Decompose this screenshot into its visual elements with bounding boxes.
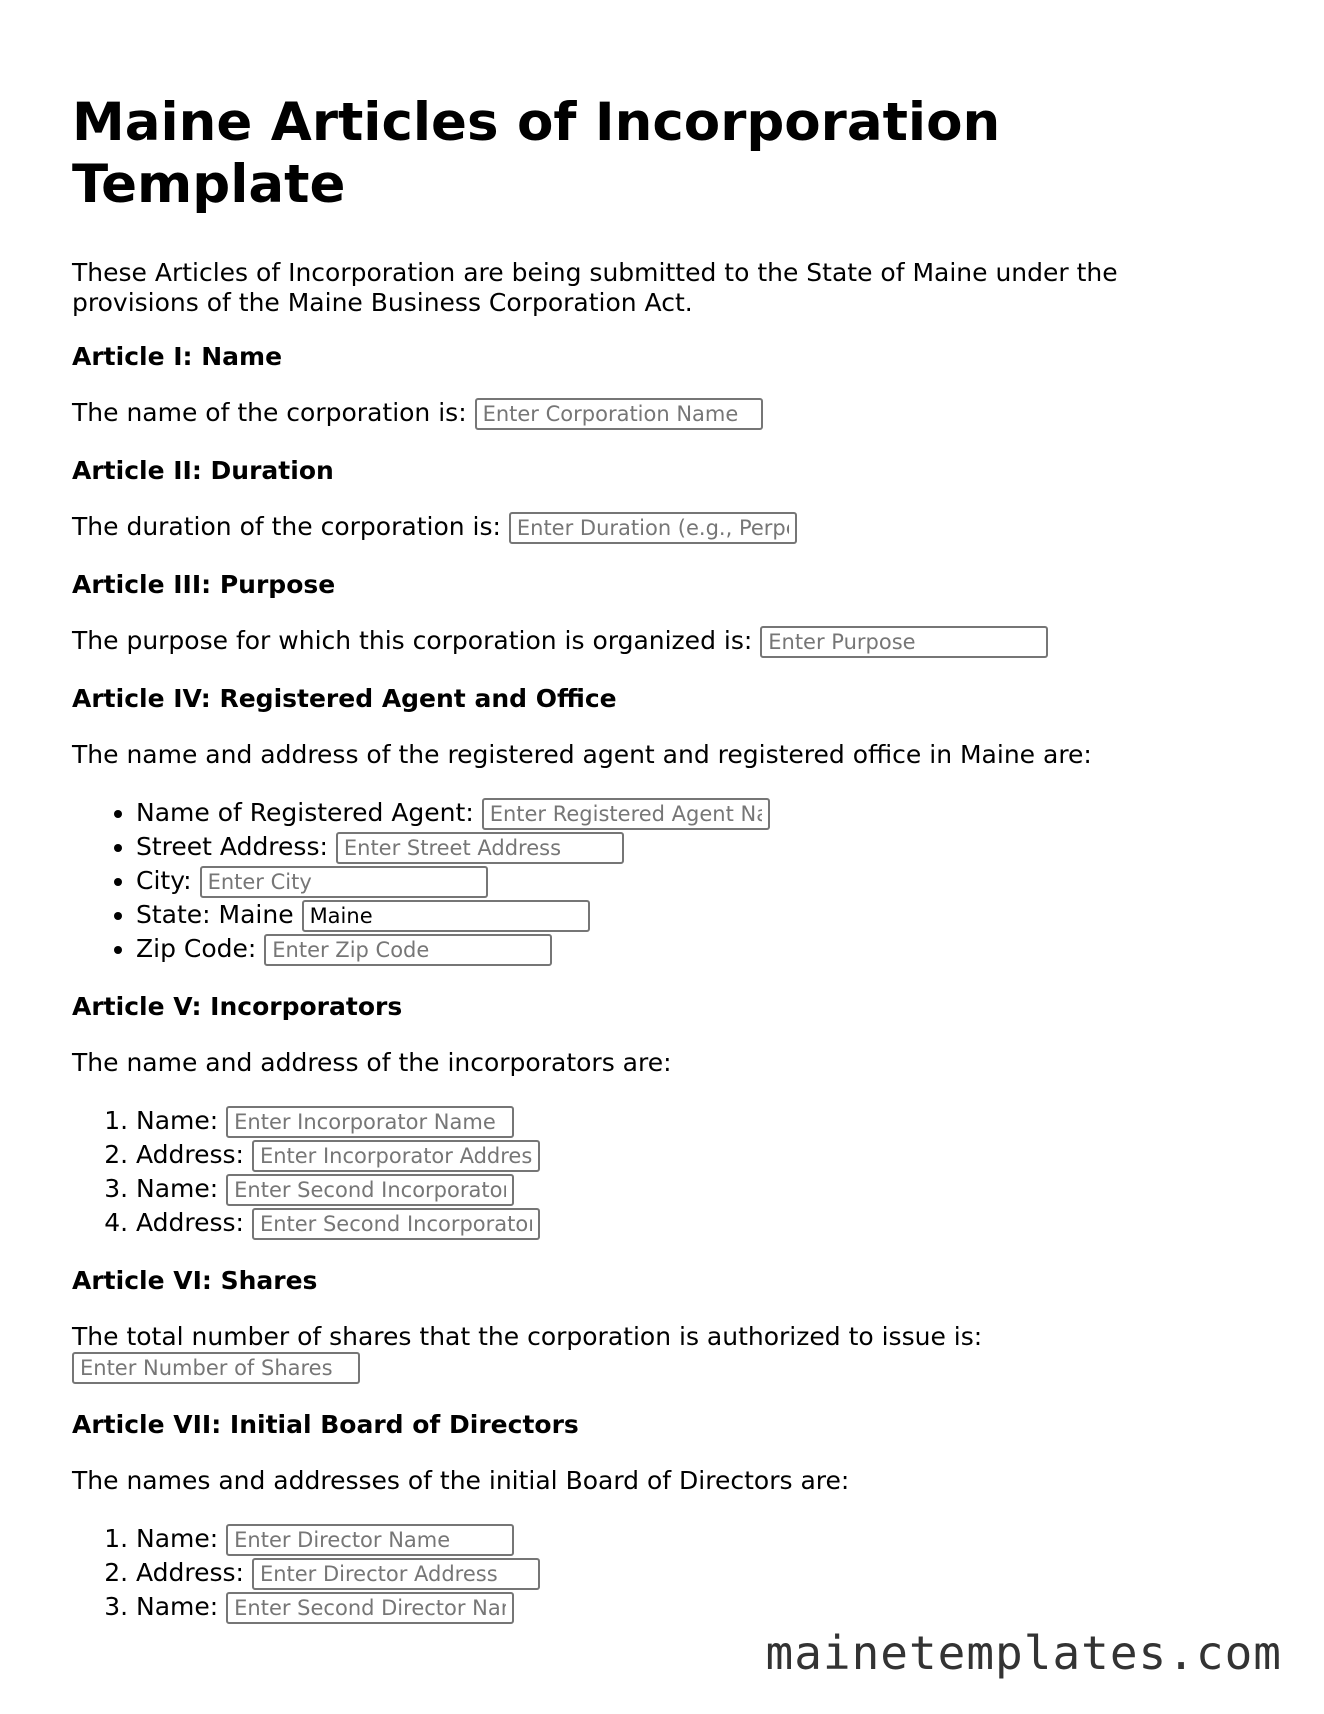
director-name-input[interactable] [226,1524,514,1556]
street-address-label: Street Address: [136,832,328,861]
second-director-name-label: Name: [136,1592,219,1621]
article-purpose-row [72,626,1252,658]
city-label: City: [136,866,192,895]
agent-name-input[interactable] [482,798,770,830]
article-duration-row [72,512,1252,544]
list-item [136,1556,1252,1590]
list-item [136,1104,1252,1138]
incorporator-address-input[interactable] [252,1140,540,1172]
zip-code-input[interactable] [264,934,552,966]
purpose-input[interactable] [760,626,1048,658]
agent-name-label: Name of Registered Agent: [136,798,474,827]
corporation-name-input[interactable] [475,398,763,430]
incorporators-intro-text: The name and address of the incorporators are: [72,1048,672,1077]
list-item [136,830,1252,864]
article-shares-heading: Article VI: Shares [72,1266,318,1295]
agent-intro-text: The name and address of the registered agent and registered office in Maine are: [72,740,1092,769]
article-shares-row [72,1322,1252,1384]
incorporator-name-label: Name: [136,1106,219,1135]
list-item [136,1590,1252,1624]
incorporators-list [72,1104,1252,1240]
purpose-label: The purpose for which this corporation is organized is: [72,626,753,655]
article-duration-heading: Article II: Duration [72,456,334,485]
directors-list [72,1522,1252,1624]
article-name-heading: Article I: Name [72,342,283,371]
shares-label: The total number of shares that the corporation is authorized to issue is: [72,1322,983,1351]
list-item [136,932,1252,966]
second-incorporator-address-input[interactable] [252,1208,540,1240]
second-incorporator-name-label: Name: [136,1174,219,1203]
incorporator-address-label: Address: [136,1140,244,1169]
zip-code-label: Zip Code: [136,934,257,963]
director-address-input[interactable] [252,1558,540,1590]
director-address-label: Address: [136,1558,244,1587]
list-item [136,1172,1252,1206]
second-incorporator-name-input[interactable] [226,1174,514,1206]
second-incorporator-address-label: Address: [136,1208,244,1237]
shares-input[interactable] [72,1352,360,1384]
directors-intro-text: The names and addresses of the initial Board of Directors are: [72,1466,850,1495]
corporation-name-label: The name of the corporation is: [72,398,467,427]
document-page [72,92,1252,1650]
article-purpose-heading: Article III: Purpose [72,570,336,599]
list-item [136,796,1252,830]
street-address-input[interactable] [336,832,624,864]
incorporator-name-input[interactable] [226,1106,514,1138]
list-item [136,1138,1252,1172]
article-directors-heading: Article VII: Initial Board of Directors [72,1410,579,1439]
state-label: State: Maine [136,900,294,929]
page-title: Maine Articles of Incorporation Template [72,92,1001,215]
duration-label: The duration of the corporation is: [72,512,501,541]
duration-input[interactable] [509,512,797,544]
article-name-row [72,398,1252,430]
second-director-name-input[interactable] [226,1592,514,1624]
list-item [136,1206,1252,1240]
agent-list [72,796,1252,966]
article-incorporators-heading: Article V: Incorporators [72,992,403,1021]
list-item [136,864,1252,898]
list-item [136,1522,1252,1556]
list-item [136,898,1252,932]
article-agent-heading: Article IV: Registered Agent and Office [72,684,617,713]
director-name-label: Name: [136,1524,219,1553]
state-input[interactable] [302,900,590,932]
city-input[interactable] [200,866,488,898]
watermark: mainetemplates.com [765,1626,1282,1680]
intro-paragraph: These Articles of Incorporation are being submitted to the State of Maine under the provisions of the Maine Business Corporation Act. [72,258,1118,317]
